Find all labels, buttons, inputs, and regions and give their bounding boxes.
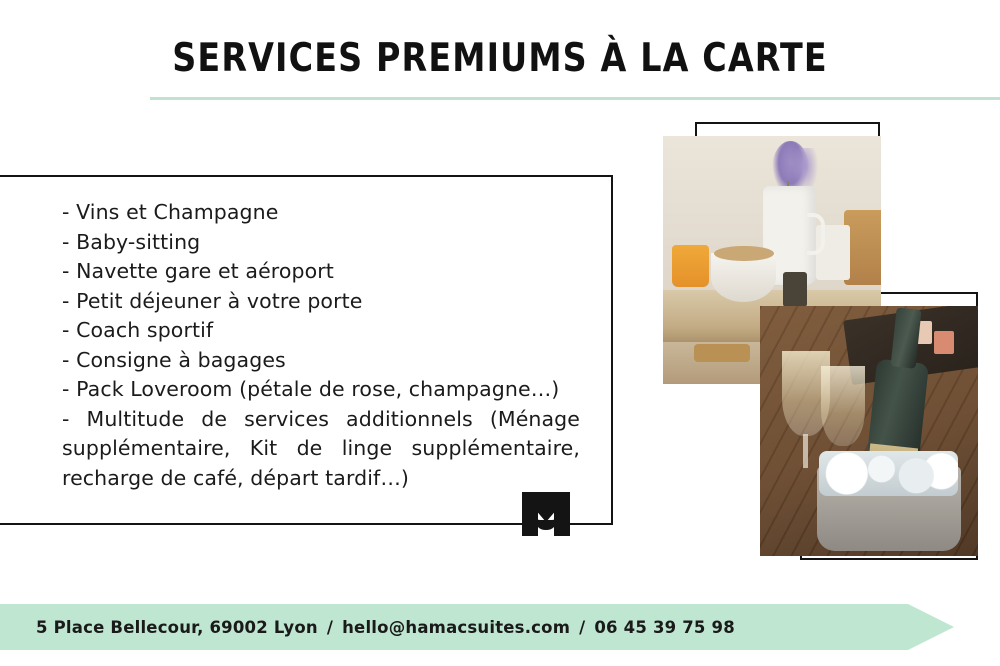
services-list — [62, 198, 602, 493]
list-item: - Consigne à bagages — [62, 347, 286, 372]
footer-address: 5 Place Bellecour, 69002 Lyon — [36, 617, 318, 637]
footer-contact — [36, 604, 735, 650]
footer-separator: / — [326, 617, 334, 637]
footer-email[interactable]: hello@hamacsuites.com — [342, 617, 571, 637]
page-title: SERVICES PREMIUMS À LA CARTE — [172, 36, 828, 81]
list-item: - Navette gare et aéroport — [62, 259, 334, 283]
list-item: - Pack Loveroom (pétale de rose, champagne…) — [62, 377, 560, 401]
champagne-photo — [760, 306, 978, 556]
list-item: - Multitude de services additionnels (Ménage supplémentaire, Kit de linge supplémentaire, recharge de café, départ tardif…) — [62, 406, 580, 490]
brand-logo-icon — [520, 490, 590, 538]
list-item: - Vins et Champagne — [62, 200, 279, 224]
list-item: - Coach sportif — [62, 318, 214, 342]
footer-phone[interactable]: 06 45 39 75 98 — [594, 617, 735, 637]
list-item: - Petit déjeuner à votre porte — [62, 288, 363, 313]
list-item: - Baby-sitting — [62, 229, 201, 254]
title-divider — [150, 97, 1000, 100]
footer-separator: / — [579, 617, 586, 637]
